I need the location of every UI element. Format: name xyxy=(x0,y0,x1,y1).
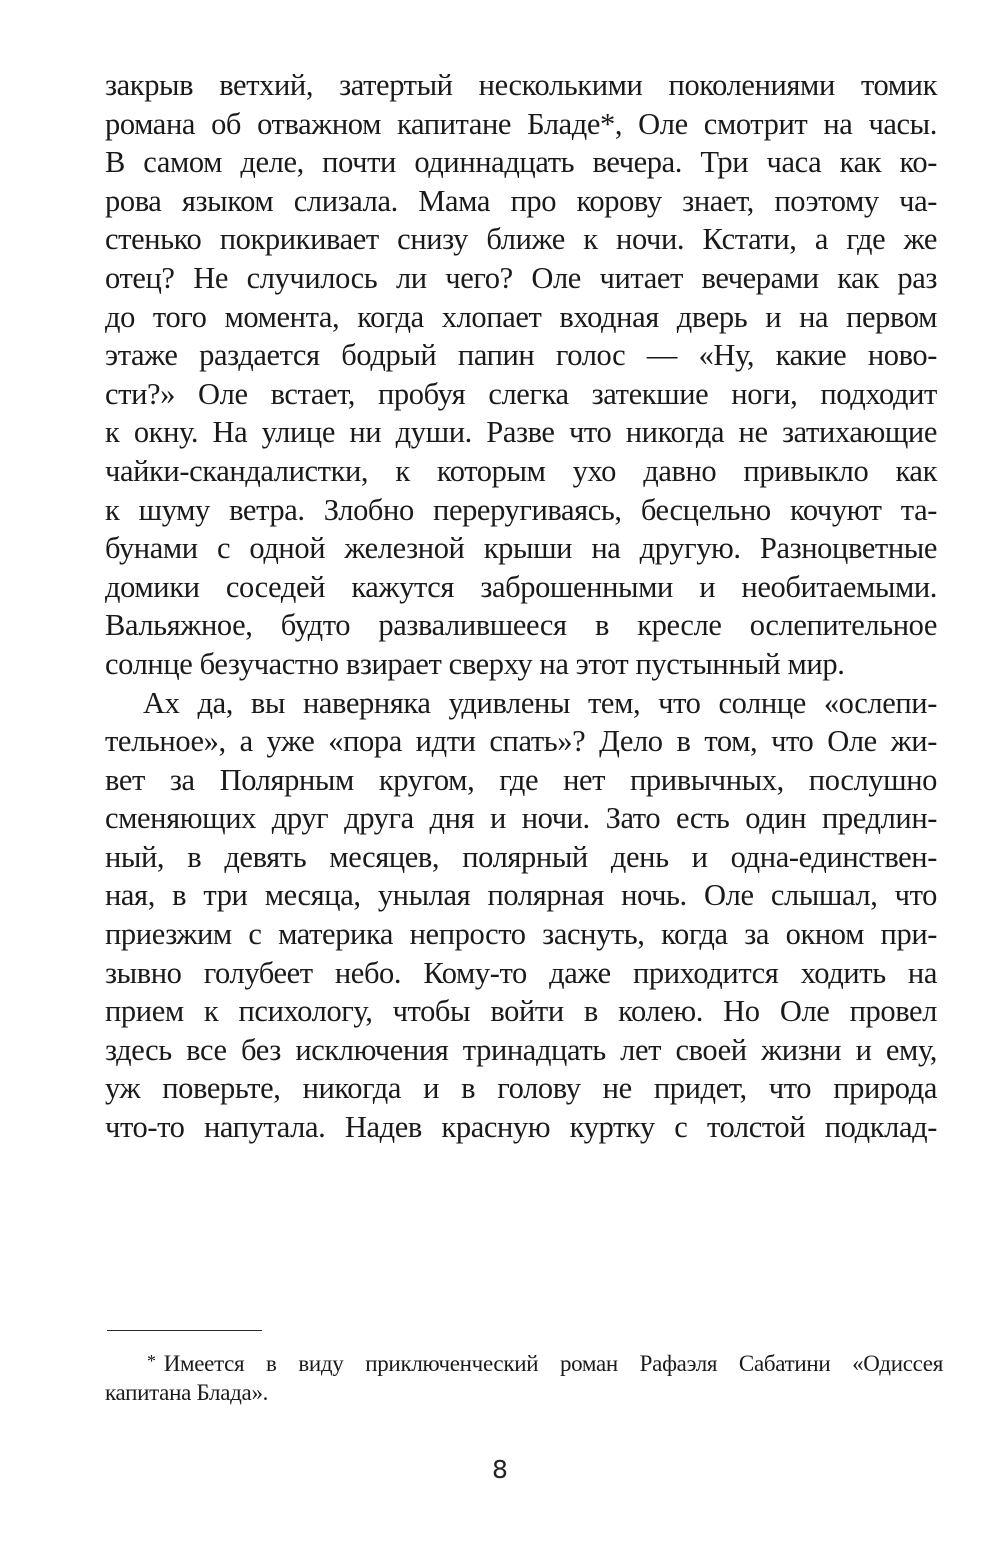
footnote-line: капитана Блада». xyxy=(105,1380,269,1405)
text-line: вет за Полярным кругом, где нет привычных, послушно xyxy=(105,762,937,797)
text-line: отец? Не случилось ли чего? Оле читает вечерами как раз xyxy=(105,260,937,295)
paragraph xyxy=(105,66,937,684)
text-line: Вальяжное, будто развалившееся в кресле ослепительное xyxy=(105,608,937,643)
text-line: что-то напутала. Надев красную куртку с толстой подклад- xyxy=(105,1110,937,1145)
text-line: чайки-скандалистки, к которым ухо давно привыкло как xyxy=(105,453,937,488)
text-line: ный, в девять месяцев, полярный день и одна-единствен- xyxy=(105,839,937,874)
text-line: бунами с одной железной крыши на другую. Разноцветные xyxy=(105,531,937,566)
body-text xyxy=(105,66,937,1147)
footnote xyxy=(105,1346,943,1408)
text-line: зывно голубеет небо. Кому-то даже приходится ходить на xyxy=(105,955,937,990)
text-line: закрыв ветхий, затертый несколькими поколениями томик xyxy=(105,68,937,102)
text-line: этаже раздается бодрый папин голос — «Ну, какие ново- xyxy=(105,338,937,373)
text-line: домики соседей кажутся заброшенными и необитаемыми. xyxy=(105,569,937,604)
text-line: стенько покрикивает снизу ближе к ночи. Кстати, а где же xyxy=(105,222,937,257)
text-line: уж поверьте, никогда и в голову не придет, что природа xyxy=(105,1071,937,1106)
text-line: романа об отважном капитане Бладе*, Оле смотрит на часы. xyxy=(105,106,937,141)
text-line: ная, в три месяца, унылая полярная ночь. Оле слышал, что xyxy=(105,878,937,913)
footnote-asterisk: * xyxy=(147,1351,156,1371)
text-line: здесь все без исключения тринадцать лет своей жизни и ему, xyxy=(105,1032,937,1067)
footnote-line xyxy=(105,1346,943,1377)
text-line: приезжим с материка непросто заснуть, когда за окном при- xyxy=(105,917,937,952)
paragraph xyxy=(105,684,937,1147)
text-line: В самом деле, почти одиннадцать вечера. Три часа как ко- xyxy=(105,145,937,180)
page-number: 8 xyxy=(492,1455,508,1484)
text-line: к шуму ветра. Злобно переругиваясь, бесцельно кочуют та- xyxy=(105,492,937,527)
text-line: прием к психологу, чтобы войти в колею. Но Оле провел xyxy=(105,994,937,1029)
footnote-divider xyxy=(107,1330,262,1331)
text-line: до того момента, когда хлопает входная дверь и на первом xyxy=(105,299,937,334)
text-line: тельное», а уже «пора идти спать»? Дело в том, что Оле жи- xyxy=(105,724,937,759)
text-line: рова языком слизала. Мама про корову знает, поэтому ча- xyxy=(105,183,937,218)
text-line: сменяющих друг друга дня и ночи. Зато есть один предлин- xyxy=(105,801,937,836)
footnote-text: Имеется в виду приключенческий роман Рафаэля Сабатини «Одиссея xyxy=(163,1351,943,1376)
text-line: Ах да, вы наверняка удивлены тем, что солнце «ослепи- xyxy=(143,685,937,720)
text-line: сти?» Оле встает, пробуя слегка затекшие ноги, подходит xyxy=(105,376,937,411)
text-line: солнце безучастно взирает сверху на этот пустынный мир. xyxy=(105,646,845,681)
text-line: к окну. На улице ни души. Разве что никогда не затихающие xyxy=(105,415,937,450)
